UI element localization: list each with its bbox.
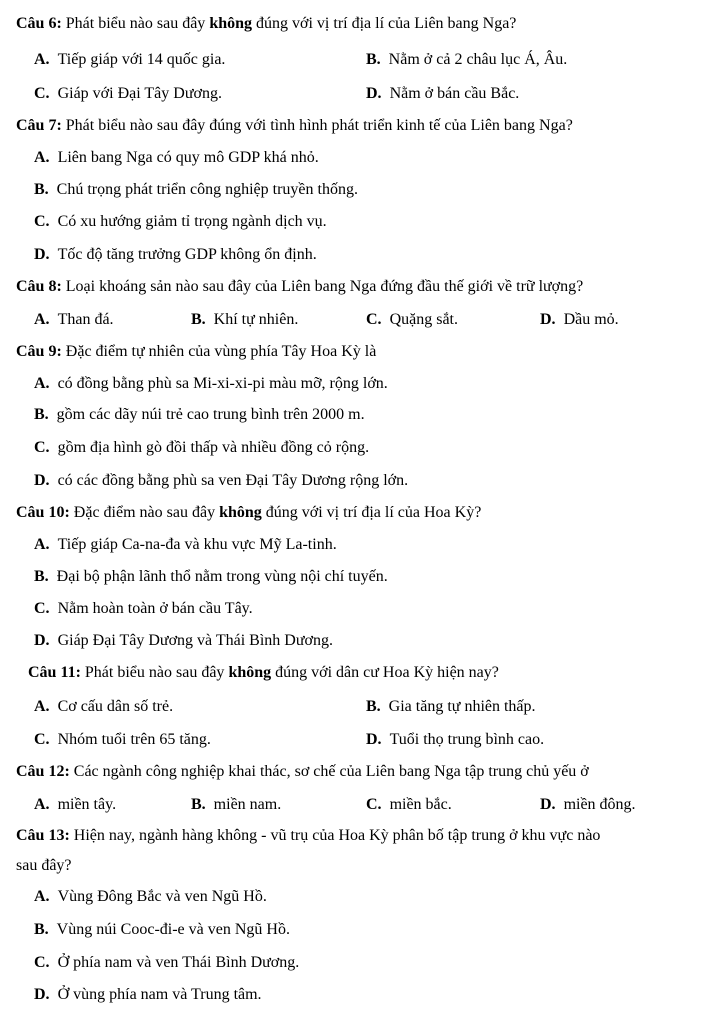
question-6-option-d: D. Nằm ở bán cầu Bắc.: [366, 85, 520, 102]
question-12-stem: Câu 12: Các ngành công nghiệp khai thác, sơ chế của Liên bang Nga tập trung chủ yếu ở: [16, 763, 589, 780]
question-13-option-b: B. Vùng núi Cooc-đi-e và ven Ngũ Hồ.: [34, 921, 290, 938]
question-6-option-c: C. Giáp với Đại Tây Dương.: [34, 85, 222, 102]
question-8-stem: Câu 8: Loại khoáng sản nào sau đây của Liên bang Nga đứng đầu thế giới về trữ lượng?: [16, 278, 584, 295]
question-13-option-c: C. Ở phía nam và ven Thái Bình Dương.: [34, 954, 300, 971]
question-7-option-b: B. Chú trọng phát triển công nghiệp truyền thống.: [34, 181, 358, 198]
question-9-stem: Câu 9: Đặc điểm tự nhiên của vùng phía Tây Hoa Kỳ là: [16, 343, 377, 360]
question-13-stem-continued: sau đây?: [16, 857, 72, 874]
question-7-option-a: A. Liên bang Nga có quy mô GDP khá nhỏ.: [34, 149, 319, 166]
question-12-option-c: C. miền bắc.: [366, 796, 452, 813]
question-8-option-d: D. Dầu mỏ.: [540, 311, 619, 328]
question-label: Câu 8:: [16, 278, 62, 295]
question-12-option-b: B. miền nam.: [191, 796, 282, 813]
question-13-option-a: A. Vùng Đông Bắc và ven Ngũ Hồ.: [34, 888, 267, 905]
question-label: Câu 10:: [16, 504, 70, 521]
question-13-option-d: D. Ở vùng phía nam và Trung tâm.: [34, 986, 262, 1003]
question-7-option-d: D. Tốc độ tăng trưởng GDP không ổn định.: [34, 246, 317, 263]
question-10-option-b: B. Đại bộ phận lãnh thổ nằm trong vùng nội chí tuyến.: [34, 568, 388, 585]
question-10-option-c: C. Nằm hoàn toàn ở bán cầu Tây.: [34, 600, 253, 617]
question-8-option-a: A. Than đá.: [34, 311, 114, 328]
question-label: Câu 12:: [16, 763, 70, 780]
question-10-option-d: D. Giáp Đại Tây Dương và Thái Bình Dương.: [34, 632, 333, 649]
question-8-option-c: C. Quặng sắt.: [366, 311, 458, 328]
question-11-option-b: B. Gia tăng tự nhiên thấp.: [366, 698, 536, 715]
question-10-option-a: A. Tiếp giáp Ca-na-đa và khu vực Mỹ La-tinh.: [34, 536, 337, 553]
question-13-stem: Câu 13: Hiện nay, ngành hàng không - vũ trụ của Hoa Kỳ phân bố tập trung ở khu vực nào: [16, 827, 601, 844]
question-label: Câu 6:: [16, 15, 62, 32]
question-label: Câu 7:: [16, 117, 62, 134]
question-10-stem: Câu 10: Đặc điểm nào sau đây không đúng với vị trí địa lí của Hoa Kỳ?: [16, 504, 482, 521]
question-9-option-b: B. gồm các dãy núi trẻ cao trung bình trên 2000 m.: [34, 406, 365, 423]
question-7-stem: Câu 7: Phát biểu nào sau đây đúng với tình hình phát triển kinh tế của Liên bang Nga?: [16, 117, 573, 134]
question-6-stem: Câu 6: Phát biểu nào sau đây không đúng với vị trí địa lí của Liên bang Nga?: [16, 15, 517, 32]
question-11-option-c: C. Nhóm tuổi trên 65 tăng.: [34, 731, 211, 748]
question-9-option-c: C. gồm địa hình gò đồi thấp và nhiều đồng cỏ rộng.: [34, 439, 370, 456]
question-11-option-d: D. Tuổi thọ trung bình cao.: [366, 731, 545, 748]
question-12-option-d: D. miền đông.: [540, 796, 636, 813]
question-11-option-a: A. Cơ cấu dân số trẻ.: [34, 698, 174, 715]
question-8-option-b: B. Khí tự nhiên.: [191, 311, 299, 328]
question-12-option-a: A. miền tây.: [34, 796, 117, 813]
question-11-stem: Câu 11: Phát biểu nào sau đây không đúng với dân cư Hoa Kỳ hiện nay?: [28, 664, 499, 681]
question-7-option-c: C. Có xu hướng giảm tỉ trọng ngành dịch vụ.: [34, 213, 327, 230]
question-label: Câu 11:: [28, 664, 81, 681]
question-6-option-b: B. Nằm ở cả 2 châu lục Á, Âu.: [366, 51, 568, 68]
question-9-option-d: D. có các đồng bằng phù sa ven Đại Tây Dương rộng lớn.: [34, 472, 409, 489]
question-label: Câu 9:: [16, 343, 62, 360]
question-9-option-a: A. có đồng bằng phù sa Mi-xi-xi-pi màu mỡ, rộng lớn.: [34, 375, 388, 392]
question-label: Câu 13:: [16, 827, 70, 844]
question-6-option-a: A. Tiếp giáp với 14 quốc gia.: [34, 51, 226, 68]
